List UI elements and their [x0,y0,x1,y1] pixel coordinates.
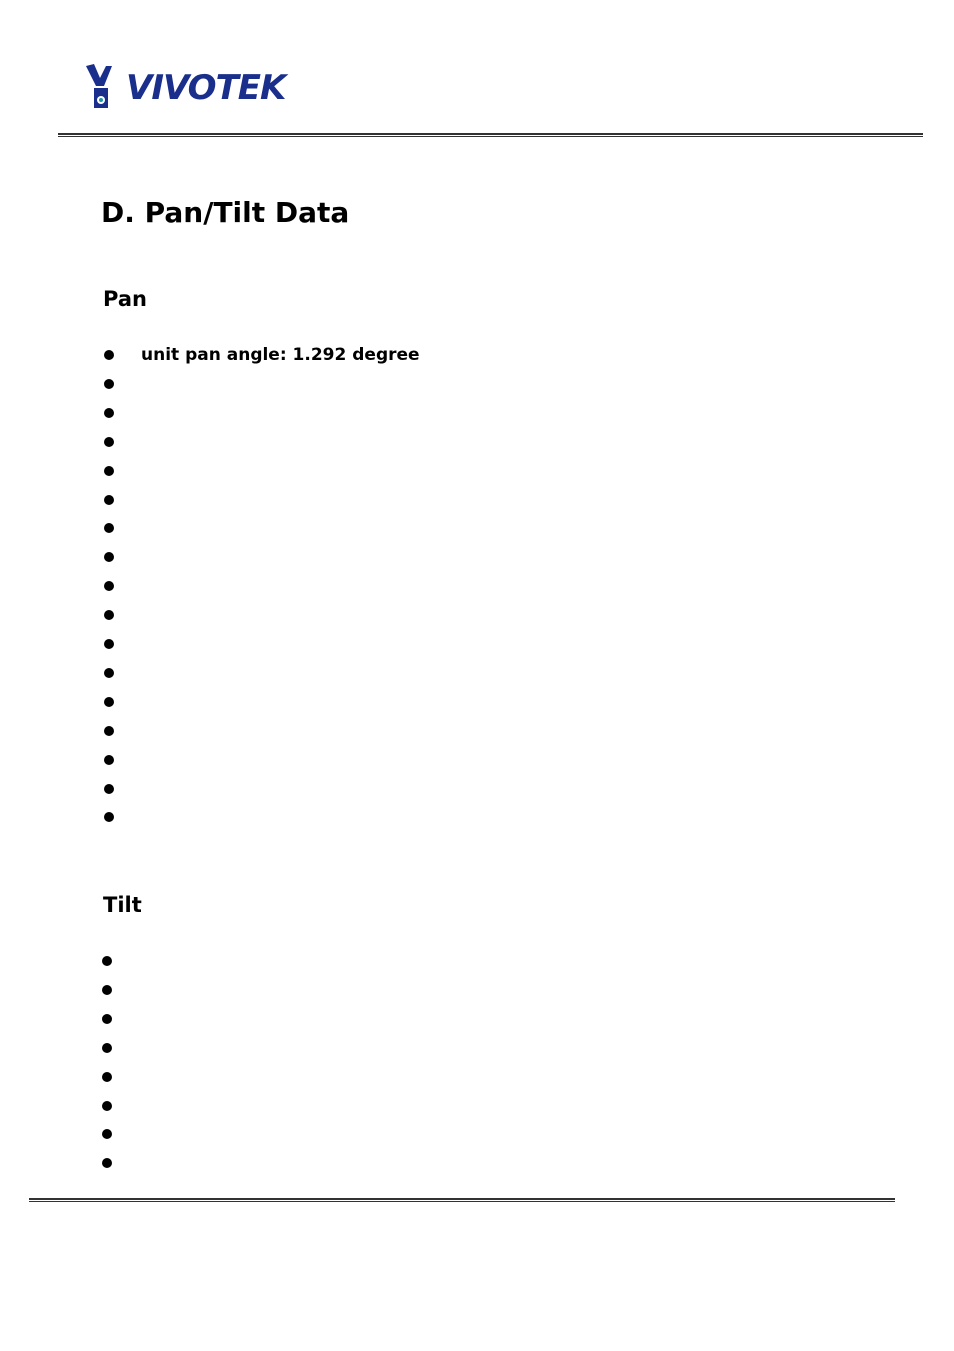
tilt-bullet [102,1014,112,1024]
header-divider [58,133,923,137]
tilt-bullet [102,1129,112,1139]
camera-logo-icon [84,62,126,112]
tilt-bullet [102,1072,112,1082]
pan-bullet [104,639,114,649]
tilt-bullet [102,1158,112,1168]
pan-bullet [104,408,114,418]
tilt-bullet [102,1101,112,1111]
pan-bullet [104,552,114,562]
pan-bullet [104,726,114,736]
tilt-heading: Tilt [103,893,142,917]
pan-bullet [104,466,114,476]
pan-bullet [104,379,114,389]
pan-bullet [104,495,114,505]
logo-wordmark: VIVOTEK [126,68,286,108]
pan-heading: Pan [103,287,147,311]
pan-bullet [104,784,114,794]
pan-bullet [104,755,114,765]
pan-bullet [104,812,114,822]
pan-bullet [104,668,114,678]
page-title: D. Pan/Tilt Data [101,196,350,229]
tilt-bullet [102,956,112,966]
footer-divider [29,1198,895,1202]
pan-bullet [104,350,114,360]
pan-bullet [104,610,114,620]
tilt-bullet [102,1043,112,1053]
pan-bullet [104,697,114,707]
vivotek-logo [84,62,294,112]
pan-bullet [104,523,114,533]
pan-item-text: unit pan angle: 1.292 degree [141,345,420,365]
tilt-bullet [102,985,112,995]
pan-bullet [104,437,114,447]
pan-bullet [104,581,114,591]
